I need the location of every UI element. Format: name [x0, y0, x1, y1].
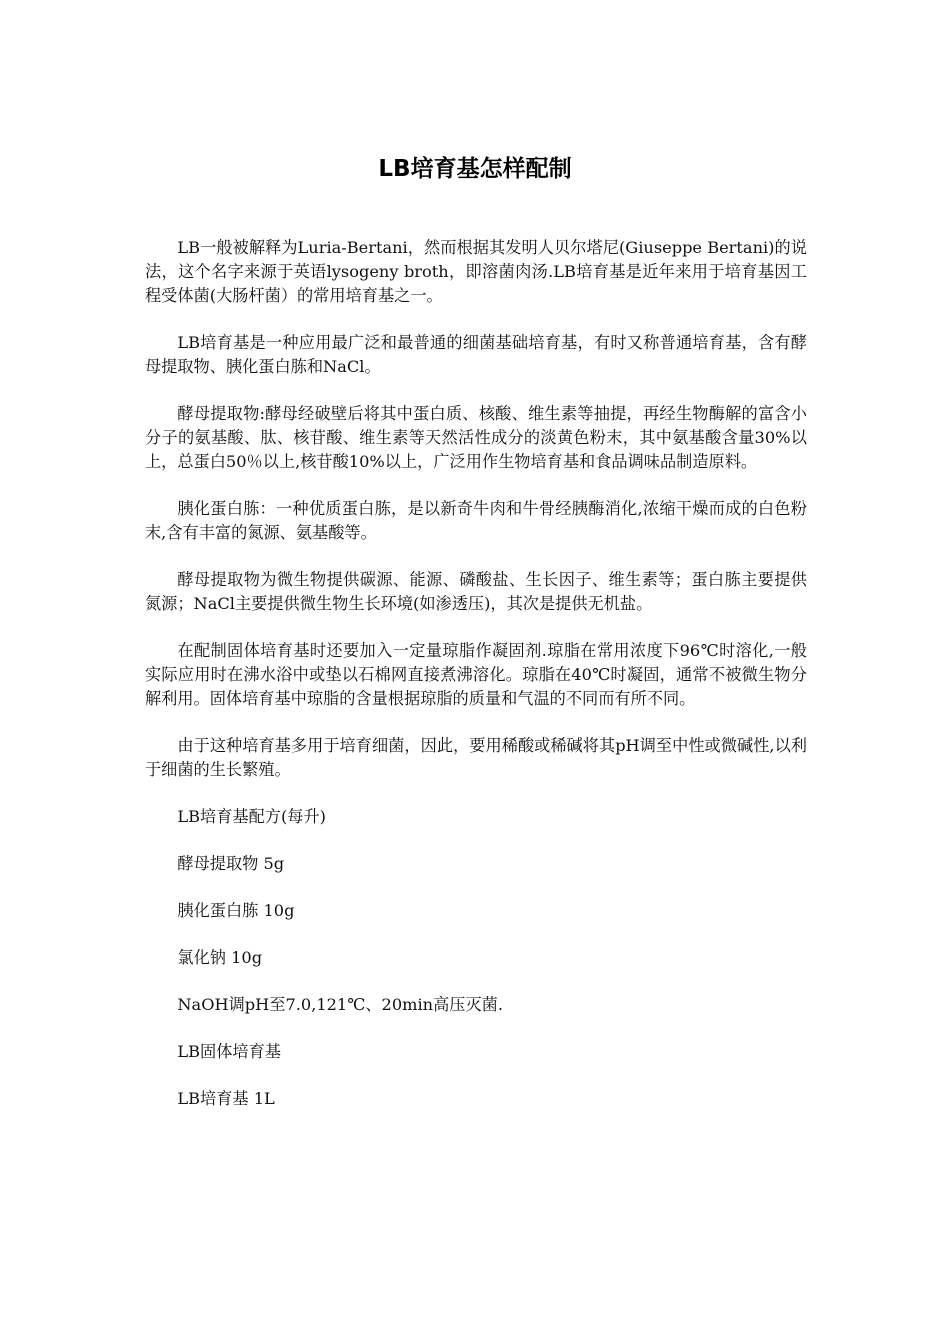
solid-medium-heading: LB固体培育基 [177, 1042, 281, 1061]
paragraph-lb-definition: LB一般被解释为Luria-Bertani，然而根据其发明人贝尔塔尼(Giuseppe Bertani)的说法，这个名字来源于英语lysogeny broth，即溶菌肉汤.LB培育基是近年来用于培育基因工程受体菌(大肠杆菌）的常用培育基之一。 [145, 238, 807, 305]
paragraph-nutrient-roles: 酵母提取物为微生物提供碳源、能源、磷酸盐、生长因子、维生素等；蛋白胨主要提供氮源；NaCl主要提供微生物生长环境(如渗透压)，其次是提供无机盐。 [145, 570, 807, 613]
page-title: LB培育基怎样配制 [378, 156, 572, 182]
recipe-item-sodium-chloride: 氯化钠 10g [177, 948, 263, 967]
paragraph-lb-overview: LB培育基是一种应用最广泛和最普通的细菌基础培育基，有时又称普通培育基，含有酵母提取物、胰化蛋白胨和NaCl。 [145, 333, 807, 376]
recipe-item-tryptone: 胰化蛋白胨 10g [177, 901, 295, 920]
recipe-item-yeast-extract: 酵母提取物 5g [177, 854, 285, 873]
paragraph-yeast-extract: 酵母提取物:酵母经破壁后将其中蛋白质、核酸、维生素等抽提，再经生物酶解的富含小分子的氨基酸、肽、核苷酸、维生素等天然活性成分的淡黄色粉末，其中氨基酸含量30%以上，总蛋白50％以上,核苷酸10%以上，广泛用作生物培育基和食品调味品制造原料。 [145, 404, 807, 471]
recipe-sterilization-note: NaOH调pH至7.0,121℃、20min高压灭菌. [177, 995, 503, 1014]
document-body [145, 236, 807, 1134]
paragraph-agar: 在配制固体培育基时还要加入一定量琼脂作凝固剂.琼脂在常用浓度下96℃时溶化,一般实际应用时在沸水浴中或垫以石棉网直接煮沸溶化。琼脂在40℃时凝固，通常不被微生物分解利用。固体培育基中琼脂的含量根据琼脂的质量和气温的不同而有所不同。 [145, 641, 807, 708]
recipe-heading: LB培育基配方(每升) [177, 807, 326, 826]
paragraph-ph-adjustment: 由于这种培育基多用于培育细菌，因此，要用稀酸或稀碱将其pH调至中性或微碱性,以利于细菌的生长繁殖。 [145, 736, 807, 779]
solid-medium-item-lb-medium: LB培育基 1L [177, 1089, 275, 1108]
paragraph-tryptone: 胰化蛋白胨：一种优质蛋白胨，是以新奇牛肉和牛骨经胰酶消化,浓缩干燥而成的白色粉末,含有丰富的氮源、氨基酸等。 [145, 499, 807, 542]
